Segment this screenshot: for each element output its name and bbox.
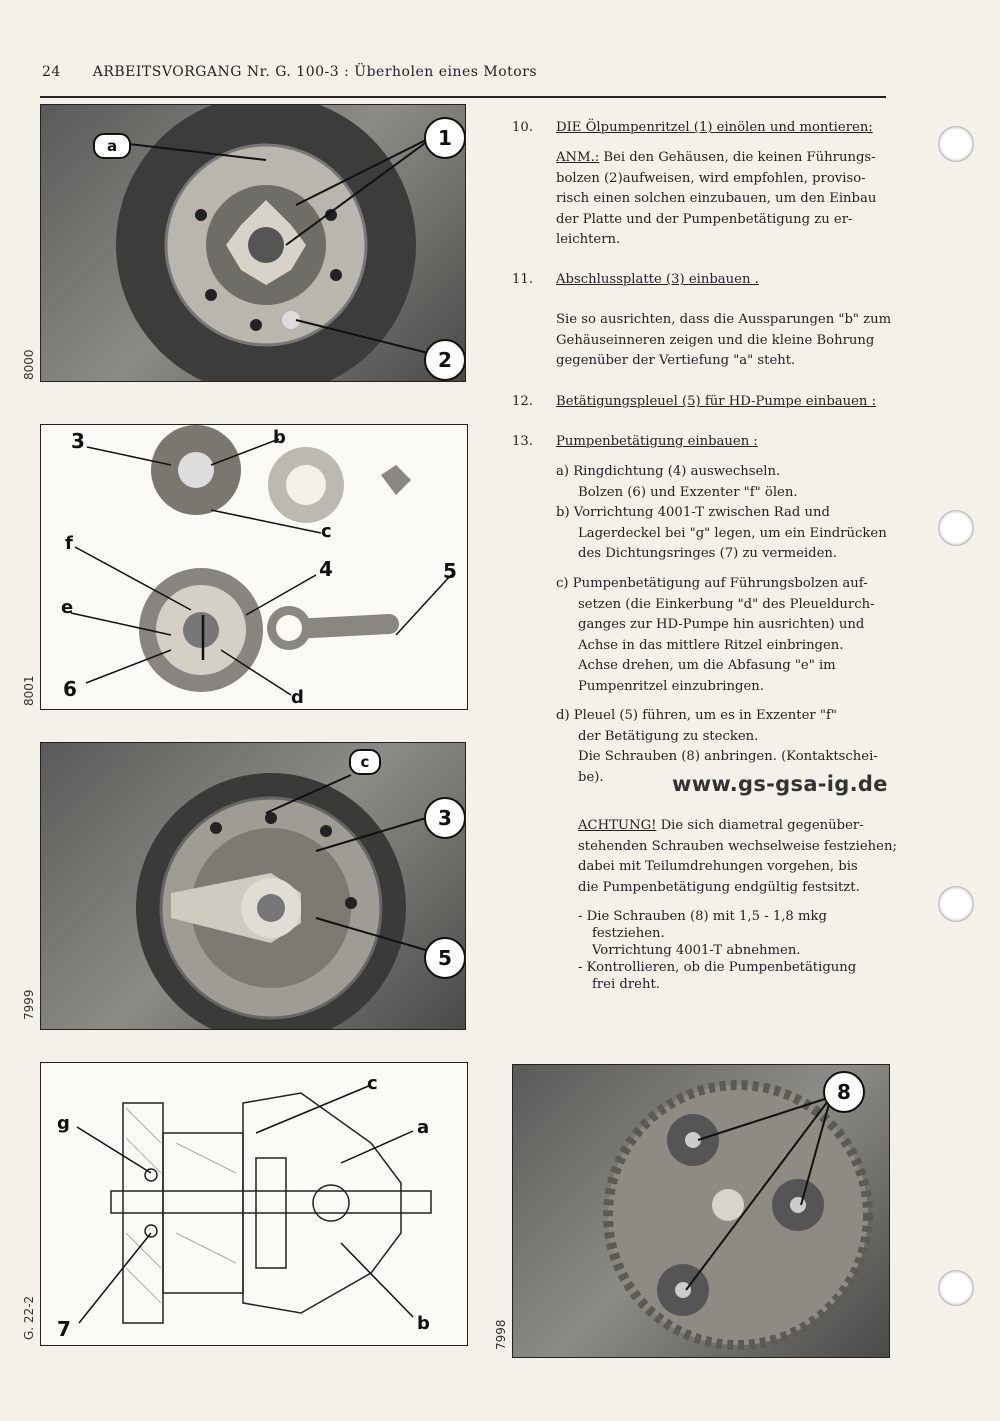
figure-id: 8001 xyxy=(22,675,36,706)
label-d: d xyxy=(291,687,304,708)
callout-8: 8 xyxy=(823,1071,865,1113)
text-line: be). xyxy=(578,769,604,785)
figure-7998-photo xyxy=(512,1064,890,1358)
label-4: 4 xyxy=(319,557,333,581)
figure-id: 7998 xyxy=(494,1319,508,1350)
note-line: Bei den Gehäusen, die keinen Führungs- xyxy=(603,150,876,165)
text-line: - Die Schrauben (8) mit 1,5 - 1,8 mkg xyxy=(578,909,827,924)
text-line: Gehäuseinneren zeigen und die kleine Bohrung xyxy=(556,332,875,348)
text-line: d) Pleuel (5) führen, um es in Exzenter "f" xyxy=(556,708,837,723)
callout-5: 5 xyxy=(424,937,466,979)
text-line: gegenüber der Vertiefung "a" steht. xyxy=(556,353,796,368)
page-number: 24 xyxy=(42,64,61,80)
callout-2: 2 xyxy=(424,339,466,381)
figure-id: 7999 xyxy=(22,989,36,1020)
text-line: Lagerdeckel bei "g" legen, um ein Eindrücken xyxy=(578,525,887,541)
figure-id: 8000 xyxy=(22,349,36,380)
label-g: g xyxy=(57,1113,70,1134)
binder-hole xyxy=(938,1270,974,1306)
label-f: f xyxy=(65,533,73,554)
pump-parts-exploded-illustration xyxy=(41,425,467,709)
callout-1: 1 xyxy=(424,117,466,159)
note-label: ANM.: xyxy=(556,150,600,165)
label-c: c xyxy=(367,1073,378,1094)
step-number: 13. xyxy=(512,434,533,449)
note-line: bolzen (2)aufweisen, wird empfohlen, proviso- xyxy=(556,170,866,186)
header-rule xyxy=(40,96,886,98)
pump-cross-section-illustration xyxy=(41,1063,467,1345)
text-line: a) Ringdichtung (4) auswechseln. xyxy=(556,464,781,479)
label-3: 3 xyxy=(71,429,85,453)
binder-hole xyxy=(938,510,974,546)
figure-8001-drawing xyxy=(40,424,468,710)
figure-8000-photo xyxy=(40,104,466,382)
label-b: b xyxy=(273,427,286,448)
step-title: Pumpenbetätigung einbauen : xyxy=(556,434,758,449)
step-number: 11. xyxy=(512,272,533,287)
page-title: ARBEITSVORGANG Nr. G. 100-3 : Überholen eines Motors xyxy=(92,64,538,80)
text-line: Achse drehen, um die Abfasung "e" im xyxy=(578,658,836,673)
warning-label: ACHTUNG! xyxy=(578,818,657,833)
note-line: leichtern. xyxy=(556,232,621,247)
note-line: der Platte und der Pumpenbetätigung zu er- xyxy=(556,211,853,227)
warning-line: Die sich diametral gegenüber- xyxy=(660,818,864,833)
website-watermark: www.gs-gsa-ig.de xyxy=(672,772,888,796)
binder-hole xyxy=(938,886,974,922)
figure-7999-photo xyxy=(40,742,466,1030)
binder-hole xyxy=(938,126,974,162)
text-line: frei dreht. xyxy=(592,977,660,992)
label-b: b xyxy=(417,1313,430,1334)
label-a: a xyxy=(93,133,131,159)
warning-line: dabei mit Teilumdrehungen vorgehen, bis xyxy=(578,859,858,874)
text-line: Sie so ausrichten, dass die Aussparungen "b" zum xyxy=(556,312,892,327)
label-e: e xyxy=(61,597,74,618)
text-line: Pumpenritzel einzubringen. xyxy=(578,678,764,694)
label-c: c xyxy=(349,749,381,775)
text-line: setzen (die Einkerbung "d" des Pleueldurch- xyxy=(578,596,875,612)
label-a: a xyxy=(417,1117,430,1138)
step-number: 10. xyxy=(512,120,533,135)
label-7: 7 xyxy=(57,1317,71,1341)
text-line: Die Schrauben (8) anbringen. (Kontaktschei- xyxy=(578,749,878,764)
text-line: des Dichtungsringes (7) zu vermeiden. xyxy=(578,546,838,561)
step-title: Betätigungspleuel (5) für HD-Pumpe einbauen : xyxy=(556,394,877,409)
warning-line: die Pumpenbetätigung endgültig festsitzt. xyxy=(578,879,860,895)
text-line: festziehen. xyxy=(592,926,665,941)
text-line: Achse in das mittlere Ritzel einbringen. xyxy=(578,637,844,653)
warning-line: stehenden Schrauben wechselweise festziehen; xyxy=(578,838,897,854)
cover-plate-installed-illustration xyxy=(41,743,465,1029)
label-6: 6 xyxy=(63,677,77,701)
note-line: risch einen solchen einzubauen, um den Einbau xyxy=(556,191,877,206)
label-c: c xyxy=(321,521,332,542)
text-line: der Betätigung zu stecken. xyxy=(578,728,759,744)
step-number: 12. xyxy=(512,394,533,409)
step-title: DIE Ölpumpenritzel (1) einölen und montieren: xyxy=(556,120,873,135)
figure-id: G. 22-2 xyxy=(22,1295,36,1340)
figure-g22-2-drawing xyxy=(40,1062,468,1346)
step-title: Abschlussplatte (3) einbauen . xyxy=(556,272,759,287)
text-line: Bolzen (6) und Exzenter "f" ölen. xyxy=(578,484,798,500)
text-line: c) Pumpenbetätigung auf Führungsbolzen auf- xyxy=(556,576,868,591)
text-line: b) Vorrichtung 4001-T zwischen Rad und xyxy=(556,505,830,520)
text-line: ganges zur HD-Pumpe hin ausrichten) und xyxy=(578,617,865,632)
page-header xyxy=(42,64,537,80)
callout-3: 3 xyxy=(424,797,466,839)
label-5: 5 xyxy=(443,559,457,583)
text-line: Vorrichtung 4001-T abnehmen. xyxy=(592,943,801,958)
text-line: - Kontrollieren, ob die Pumpenbetätigung xyxy=(578,960,857,975)
